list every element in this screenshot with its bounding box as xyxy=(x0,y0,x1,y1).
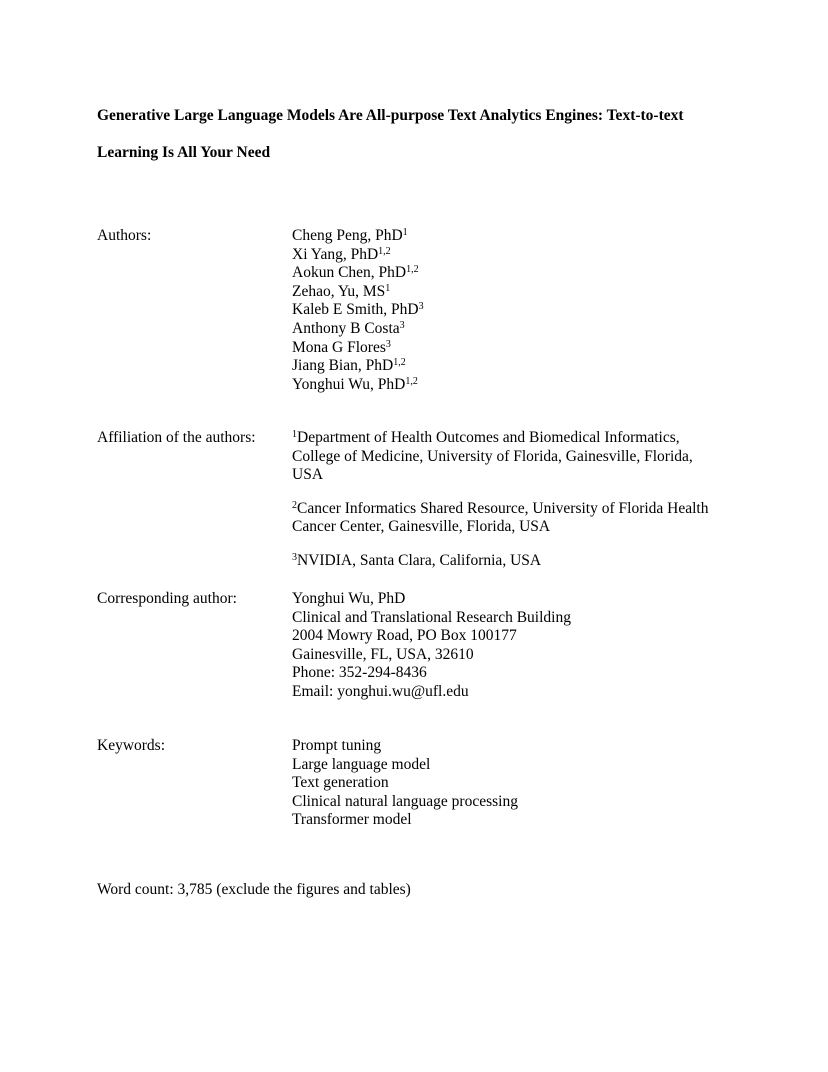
affiliation-item: $^3$NVIDIA, Santa Clara, California, USA xyxy=(292,551,542,569)
keyword-item: Prompt tuning xyxy=(292,737,382,754)
affiliation-item: $^2$Cancer Informatics Shared Resource, University of Florida Health Cancer Center, Gainesville, Florida, USA xyxy=(292,499,709,536)
author-item: Kaleb E Smith, PhD$^3$ xyxy=(292,301,424,319)
corresponding-author-label: Corresponding author: xyxy=(97,590,237,607)
keyword-item: Large language model xyxy=(292,755,431,773)
author-item: Xi Yang, PhD$^{1,2}$ xyxy=(292,245,391,263)
authors-label: Authors: xyxy=(97,227,152,244)
affiliation-list xyxy=(292,429,762,586)
author-item: Yonghui Wu, PhD$^{1,2}$ xyxy=(292,375,418,393)
keyword-item: Transformer model xyxy=(292,811,412,829)
corresponding-phone: Phone: 352-294-8436 xyxy=(292,664,427,682)
author-item: Anthony B Costa$^3$ xyxy=(292,319,405,337)
keyword-item: Clinical natural language processing xyxy=(292,792,518,810)
keyword-item: Text generation xyxy=(292,774,389,792)
affiliation-label: Affiliation of the authors: xyxy=(97,429,256,446)
corresponding-address-line: Gainesville, FL, USA, 32610 xyxy=(292,645,474,663)
author-item: Jiang Bian, PhD$^{1,2}$ xyxy=(292,357,406,375)
author-item: Cheng Peng, PhD$^1$ xyxy=(292,227,408,244)
paper-title-line-1: Generative Large Language Models Are All-purpose Text Analytics Engines: Text-to-text xyxy=(97,107,684,124)
corresponding-email: Email: yonghui.wu@ufl.edu xyxy=(292,682,469,700)
corresponding-author-details xyxy=(292,590,762,702)
affiliation-item: $^1$Department of Health Outcomes and Biomedical Informatics, College of Medicine, University of Florida, Gainesville, Florida, USA xyxy=(292,429,693,484)
paper-title xyxy=(97,107,757,162)
author-item: Zehao, Yu, $MS^1$ xyxy=(292,282,391,300)
word-count: Word count: 3,785 (exclude the figures and tables) xyxy=(97,881,411,898)
keywords-label: Keywords: xyxy=(97,737,166,754)
authors-list xyxy=(292,227,762,394)
corresponding-name: Yonghui Wu, PhD xyxy=(292,590,406,607)
corresponding-address-line: Clinical and Translational Research Building xyxy=(292,608,571,626)
keywords-list xyxy=(292,737,762,830)
paper-title-line-2: Learning Is All Your Need xyxy=(97,144,271,161)
author-item: Aokun Chen, PhD$^{1,2}$ xyxy=(292,264,419,282)
corresponding-address-line: 2004 Mowry Road, PO Box 100177 xyxy=(292,627,517,645)
author-item: Mona G Flores$^3$ xyxy=(292,338,391,356)
